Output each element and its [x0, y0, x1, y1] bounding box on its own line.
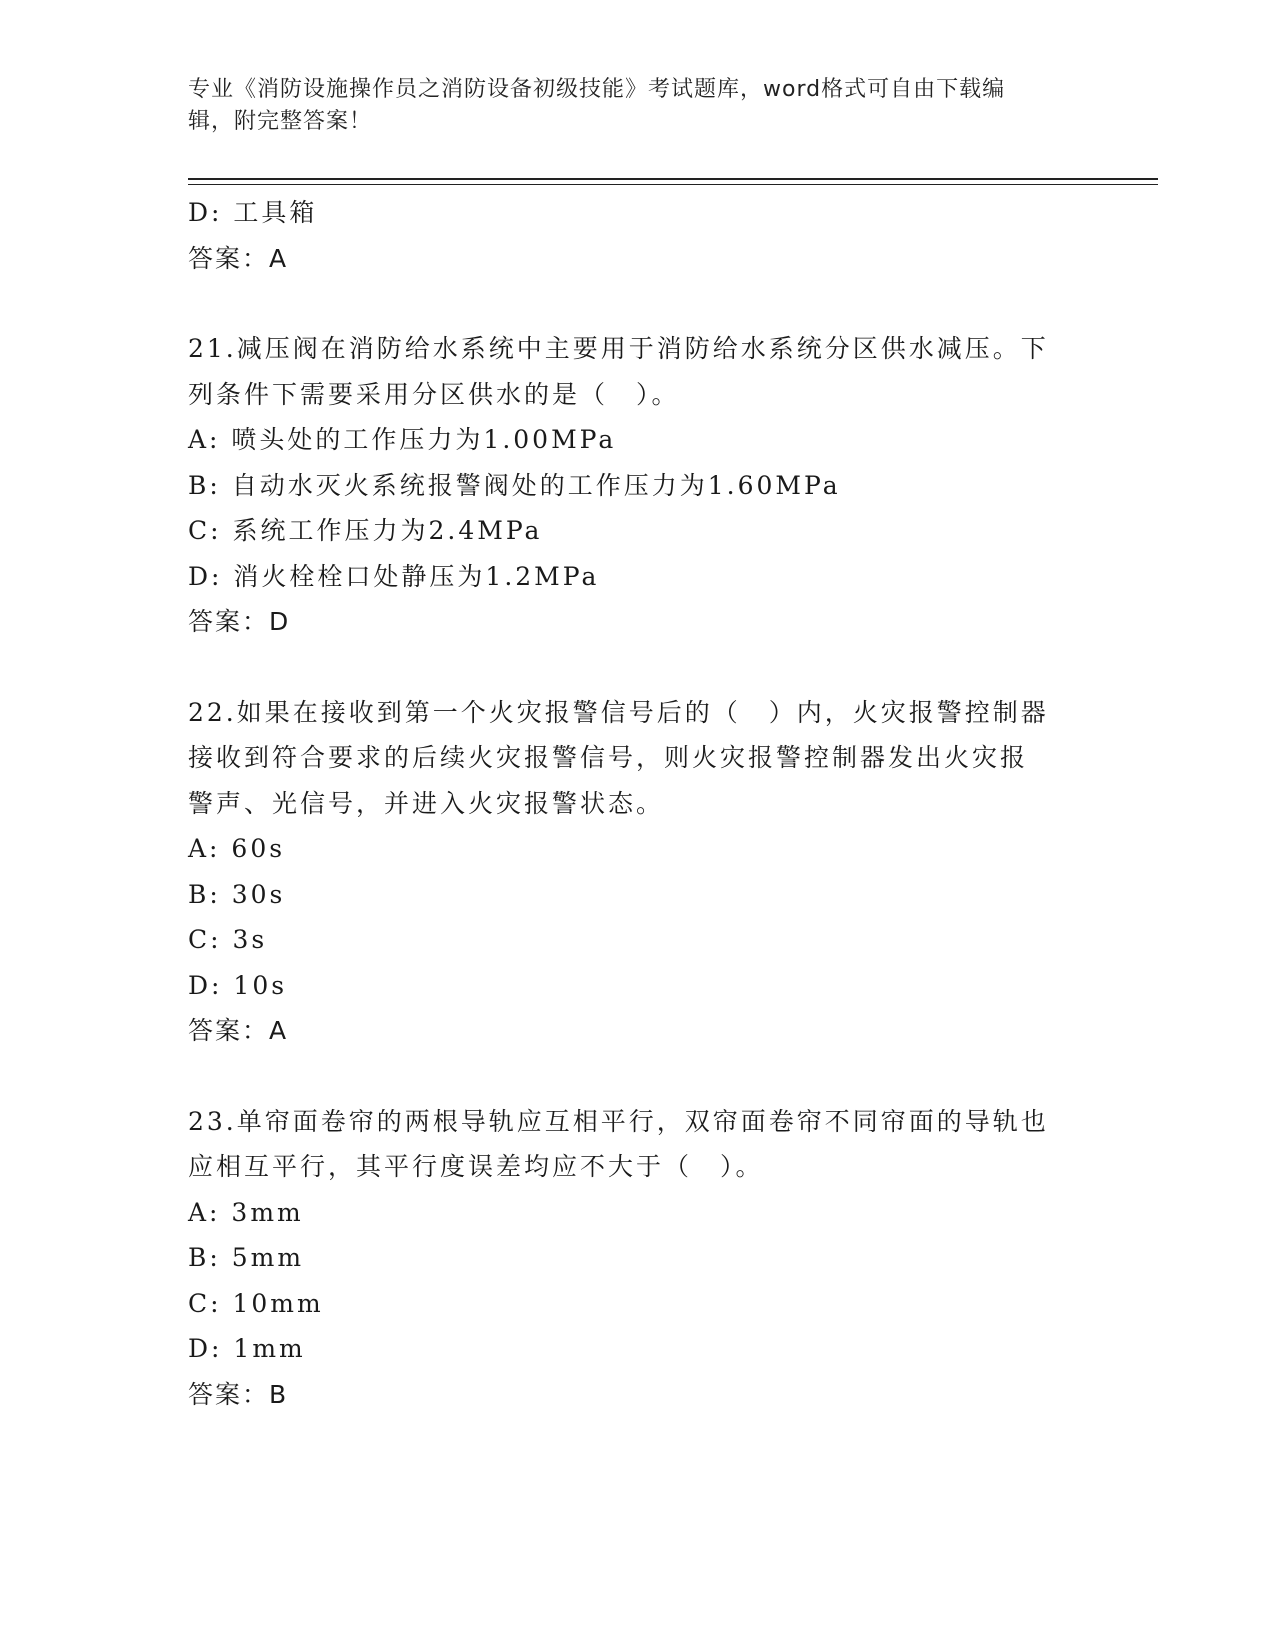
option-d: D: 工具箱: [188, 198, 318, 227]
answer-line: 答案：A: [188, 243, 289, 273]
option-c: C: 3s: [188, 925, 268, 954]
option-c: C: 系统工作压力为2.4MPa: [188, 516, 543, 545]
option-b: B: 5mm: [188, 1243, 305, 1272]
spacer: [188, 281, 1088, 326]
question-stem-line: 21.减压阀在消防给水系统中主要用于消防给水系统分区供水减压。下: [188, 334, 1049, 363]
question-23: [188, 1099, 1088, 1418]
option-d: D: 1mm: [188, 1334, 306, 1363]
option-d: D: 10s: [188, 970, 288, 1000]
question-stem-line: 应相互平行，其平行度误差均应不大于（ ）。: [188, 1152, 764, 1181]
header-divider-thin: [188, 184, 1158, 185]
option-a: A: 3mm: [188, 1197, 304, 1227]
option-b: B: 自动水灭火系统报警阀处的工作压力为1.60MPa: [188, 470, 841, 500]
spacer: [188, 1054, 1088, 1099]
question-stem-line: 22.如果在接收到第一个火灾报警信号后的（ ）内，火灾报警控制器: [188, 697, 1049, 727]
spacer: [188, 645, 1088, 690]
question-list: [188, 190, 1088, 1417]
answer-line: 答案：B: [188, 1379, 289, 1409]
answer-line: 答案：A: [188, 1016, 289, 1045]
header-line-1: 专业《消防设施操作员之消防设备初级技能》考试题库，word格式可自由下载编: [188, 77, 1006, 102]
document-header: [188, 74, 1068, 138]
option-a: A: 60s: [188, 834, 286, 863]
question-stem-line: 警声、光信号，并进入火灾报警状态。: [188, 788, 665, 818]
question-stem-line: 23.单帘面卷帘的两根导轨应互相平行，双帘面卷帘不同帘面的导轨也: [188, 1106, 1049, 1136]
option-b: B: 30s: [188, 879, 286, 909]
previous-question-tail: [188, 190, 1088, 281]
option-d: D: 消火栓栓口处静压为1.2MPa: [188, 561, 600, 591]
question-stem-line: 接收到符合要求的后续火灾报警信号，则火灾报警控制器发出火灾报: [188, 743, 1029, 772]
question-21: [188, 326, 1088, 645]
header-divider-thick: [188, 178, 1158, 180]
option-a: A: 喷头处的工作压力为1.00MPa: [188, 425, 617, 454]
header-line-2: 辑，附完整答案！: [188, 109, 373, 134]
question-stem-line: 列条件下需要采用分区供水的是（ ）。: [188, 379, 680, 409]
option-c: C: 10mm: [188, 1288, 324, 1318]
question-22: [188, 690, 1088, 1054]
answer-line: 答案：D: [188, 607, 291, 636]
